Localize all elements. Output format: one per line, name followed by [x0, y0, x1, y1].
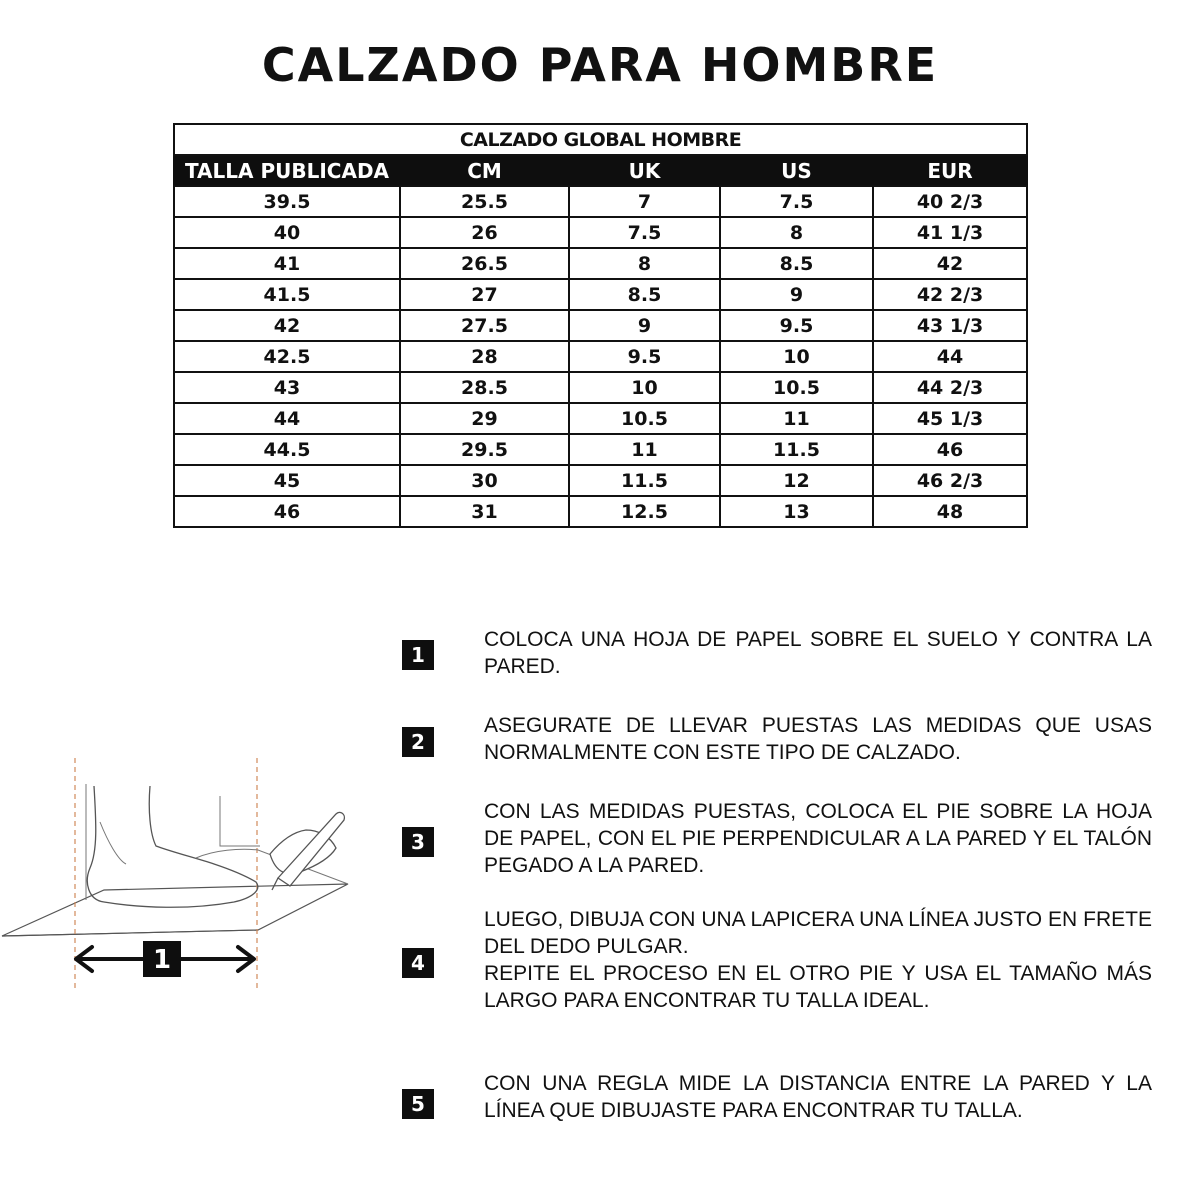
cell-eur: 46 2/3	[873, 465, 1027, 496]
cell-us: 9	[720, 279, 873, 310]
cell-uk: 11	[569, 434, 720, 465]
foot-measuring-illustration	[0, 750, 360, 1000]
table-body	[174, 186, 1027, 527]
table-row	[174, 403, 1027, 434]
cell-cm: 28.5	[400, 372, 569, 403]
cell-talla: 42.5	[174, 341, 400, 372]
measure-marker-label: 1	[152, 945, 172, 975]
cell-eur: 41 1/3	[873, 217, 1027, 248]
cell-cm: 31	[400, 496, 569, 527]
header-eur: EUR	[873, 155, 1027, 186]
cell-uk: 10	[569, 372, 720, 403]
table-caption: CALZADO GLOBAL HOMBRE	[174, 124, 1027, 155]
cell-eur: 45 1/3	[873, 403, 1027, 434]
table-row	[174, 217, 1027, 248]
step-5-text: CON UNA REGLA MIDE LA DISTANCIA ENTRE LA PARED Y LA LÍNEA QUE DIBUJASTE PARA ENCONTRAR TU TALLA.	[484, 1072, 1152, 1122]
cell-talla: 46	[174, 496, 400, 527]
cell-cm: 29.5	[400, 434, 569, 465]
cell-talla: 44.5	[174, 434, 400, 465]
cell-uk: 7.5	[569, 217, 720, 248]
cell-eur: 43 1/3	[873, 310, 1027, 341]
cell-cm: 27	[400, 279, 569, 310]
step-5-number: 5	[402, 1089, 434, 1119]
step-4-number: 4	[402, 948, 434, 978]
cell-us: 12	[720, 465, 873, 496]
cell-talla: 44	[174, 403, 400, 434]
table-row	[174, 372, 1027, 403]
step-2-number: 2	[402, 727, 434, 757]
step-3-text: CON LAS MEDIDAS PUESTAS, COLOCA EL PIE SOBRE LA HOJA DE PAPEL, CON EL PIE PERPENDICULAR A LA PARED Y EL TALÓN PEGADO A LA PARED.	[484, 800, 1152, 877]
cell-us: 11.5	[720, 434, 873, 465]
cell-eur: 48	[873, 496, 1027, 527]
cell-talla: 42	[174, 310, 400, 341]
cell-eur: 42 2/3	[873, 279, 1027, 310]
header-talla: TALLA PUBLICADA	[174, 155, 400, 186]
foot-outline	[87, 786, 257, 907]
page-title: CALZADO PARA HOMBRE	[261, 38, 939, 92]
size-table	[173, 123, 1028, 528]
cell-uk: 12.5	[569, 496, 720, 527]
cell-us: 7.5	[720, 186, 873, 217]
cell-uk: 7	[569, 186, 720, 217]
cell-us: 13	[720, 496, 873, 527]
cell-uk: 9.5	[569, 341, 720, 372]
cell-cm: 26.5	[400, 248, 569, 279]
cell-cm: 30	[400, 465, 569, 496]
table-row	[174, 279, 1027, 310]
cell-talla: 43	[174, 372, 400, 403]
paper-sheet-outline	[2, 884, 348, 936]
cell-eur: 40 2/3	[873, 186, 1027, 217]
header-uk: UK	[569, 155, 720, 186]
cell-cm: 26	[400, 217, 569, 248]
step-4-text: LUEGO, DIBUJA CON UNA LAPICERA UNA LÍNEA JUSTO EN FRETE DEL DEDO PULGAR. REPITE EL PROCESO EN EL OTRO PIE Y USA EL TAMAÑO MÁS LARGO PARA ENCONTRAR TU TALLA IDEAL.	[484, 908, 1152, 1012]
table-row	[174, 310, 1027, 341]
cell-eur: 42	[873, 248, 1027, 279]
cell-talla: 41	[174, 248, 400, 279]
cell-us: 11	[720, 403, 873, 434]
header-us: US	[720, 155, 873, 186]
cell-cm: 25.5	[400, 186, 569, 217]
table-row	[174, 341, 1027, 372]
table-row	[174, 248, 1027, 279]
cell-us: 8.5	[720, 248, 873, 279]
cell-talla: 45	[174, 465, 400, 496]
cell-uk: 8.5	[569, 279, 720, 310]
cell-uk: 8	[569, 248, 720, 279]
table-row	[174, 434, 1027, 465]
table-header-row	[174, 155, 1027, 186]
cell-talla: 39.5	[174, 186, 400, 217]
table-row	[174, 465, 1027, 496]
cell-uk: 10.5	[569, 403, 720, 434]
table-row	[174, 186, 1027, 217]
cell-us: 10	[720, 341, 873, 372]
cell-talla: 41.5	[174, 279, 400, 310]
step-2-text: ASEGURATE DE LLEVAR PUESTAS LAS MEDIDAS QUE USAS NORMALMENTE CON ESTE TIPO DE CALZADO.	[484, 714, 1152, 764]
cell-uk: 9	[569, 310, 720, 341]
cell-uk: 11.5	[569, 465, 720, 496]
cell-eur: 44 2/3	[873, 372, 1027, 403]
cell-us: 10.5	[720, 372, 873, 403]
step-3-number: 3	[402, 827, 434, 857]
table-row	[174, 496, 1027, 527]
cell-cm: 29	[400, 403, 569, 434]
cell-eur: 46	[873, 434, 1027, 465]
header-cm: CM	[400, 155, 569, 186]
step-1-text: COLOCA UNA HOJA DE PAPEL SOBRE EL SUELO Y CONTRA LA PARED.	[484, 628, 1152, 678]
cell-us: 8	[720, 217, 873, 248]
cell-talla: 40	[174, 217, 400, 248]
cell-eur: 44	[873, 341, 1027, 372]
cell-cm: 28	[400, 341, 569, 372]
cell-cm: 27.5	[400, 310, 569, 341]
step-1-number: 1	[402, 640, 434, 670]
cell-us: 9.5	[720, 310, 873, 341]
